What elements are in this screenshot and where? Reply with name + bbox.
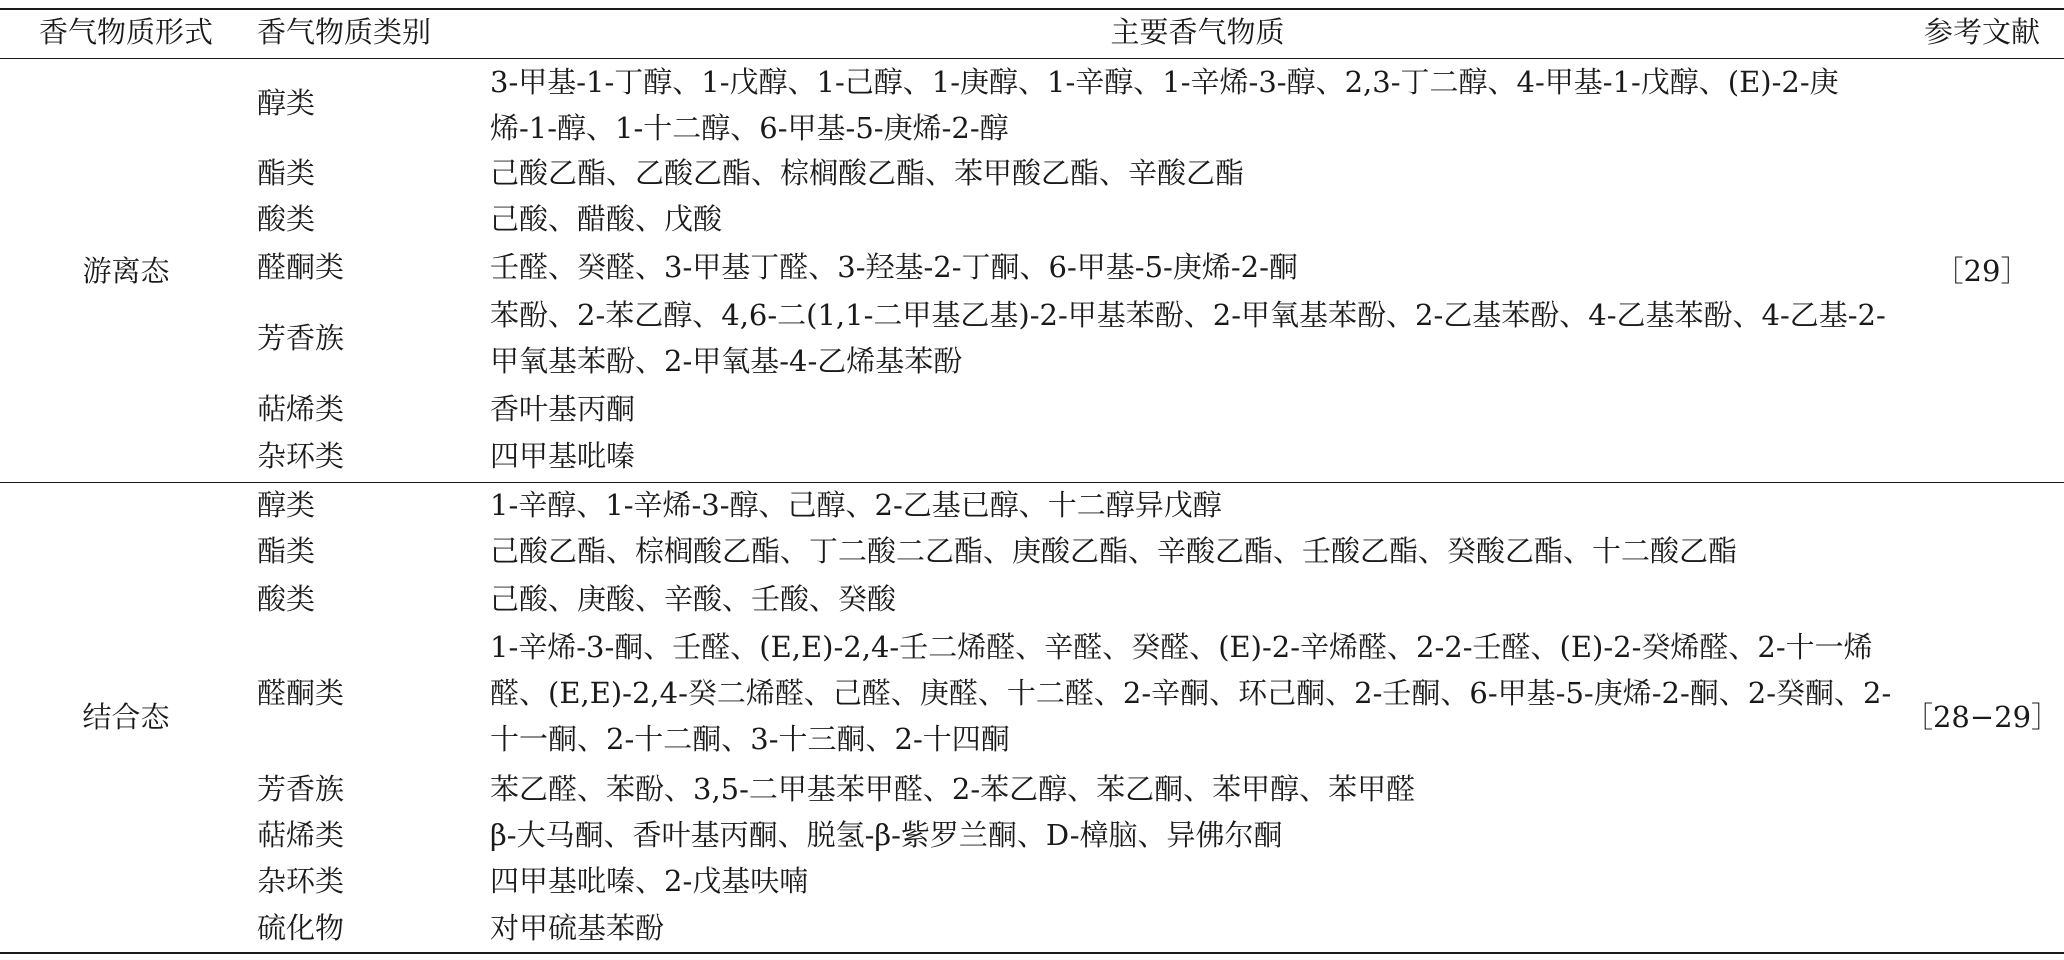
- header-form: 香气物质形式: [38, 15, 213, 49]
- header-category: 香气物质类别: [257, 15, 432, 49]
- compounds-cell: 苯乙醛、苯酚、3,5-二甲基苯甲醛、2-苯乙醇、苯乙酮、苯甲醇、苯甲醛: [490, 772, 1416, 806]
- category-cell: 芳香族: [257, 321, 345, 355]
- header-reference: 参考文献: [1923, 15, 2040, 49]
- compounds-cell: 3-甲基-1-丁醇、1-戊醇、1-己醇、1-庚醇、1-辛醇、1-辛烯-3-醇、2,3-丁二醇、4-甲基-1-戊醇、(E)-2-庚烯-1-醇、1-十二醇、6-甲基-5-庚烯-2-醇: [490, 65, 1839, 145]
- category-cell: 萜烯类: [257, 818, 345, 852]
- category-cell: 醇类: [257, 86, 316, 120]
- category-cell: 萜烯类: [257, 392, 345, 426]
- category-cell: 醛酮类: [257, 250, 345, 284]
- category-cell: 杂环类: [257, 864, 345, 898]
- compounds-cell: 四甲基吡嗪、2-戊基呋喃: [490, 864, 809, 898]
- compounds-cell: 己酸乙酯、乙酸乙酯、棕榈酸乙酯、苯甲酸乙酯、辛酸乙酯: [490, 156, 1245, 190]
- compounds-cell: β-大马酮、香叶基丙酮、脱氢-β-紫罗兰酮、D-樟脑、异佛尔酮: [490, 818, 1283, 852]
- compounds-cell: 苯酚、2-苯乙醇、4,6-二(1,1-二甲基乙基)-2-甲基苯酚、2-甲氧基苯酚、2-乙基苯酚、4-乙基苯酚、4-乙基-2-甲氧基苯酚、2-甲氧基-4-乙烯基苯酚: [490, 298, 1886, 378]
- compounds-cell: 己酸、醋酸、戊酸: [490, 202, 723, 236]
- group-form-free: 游离态: [82, 254, 170, 288]
- bottom-rule: [0, 952, 2064, 954]
- header-main-compounds: 主要香气物质: [1110, 15, 1285, 49]
- compounds-cell: 1-辛烯-3-酮、壬醛、(E,E)-2,4-壬二烯醛、辛醛、癸醛、(E)-2-辛烯醛、2-2-壬醛、(E)-2-癸烯醛、2-十一烯醛、(E,E)-2,4-癸二烯醛、己醛、庚醛、十二醛、2-辛酮、环己酮、2-壬酮、6-甲基-5-庚烯-2-酮、2-癸酮、2-十一酮、2-十二酮、3-十三酮、2-十四酮: [490, 630, 1892, 756]
- compounds-cell: 壬醛、癸醛、3-甲基丁醛、3-羟基-2-丁酮、6-甲基-5-庚烯-2-酮: [490, 250, 1298, 284]
- category-cell: 醛酮类: [257, 676, 345, 710]
- group-ref-bound: ［28−29］: [1903, 700, 2061, 734]
- category-cell: 酸类: [257, 582, 316, 616]
- category-cell: 杂环类: [257, 439, 345, 473]
- category-cell: 酯类: [257, 156, 316, 190]
- category-cell: 酯类: [257, 534, 316, 568]
- group-ref-free: ［29］: [1934, 254, 2030, 288]
- category-cell: 醇类: [257, 488, 316, 522]
- compounds-cell: 己酸乙酯、棕榈酸乙酯、丁二酸二乙酯、庚酸乙酯、辛酸乙酯、壬酸乙酯、癸酸乙酯、十二酸乙酯: [490, 534, 1738, 568]
- compounds-cell: 四甲基吡嗪: [490, 439, 636, 473]
- category-cell: 芳香族: [257, 772, 345, 806]
- category-cell: 酸类: [257, 202, 316, 236]
- category-cell: 硫化物: [257, 911, 345, 945]
- compounds-cell: 己酸、庚酸、辛酸、壬酸、癸酸: [490, 582, 897, 616]
- compounds-cell: 对甲硫基苯酚: [490, 911, 665, 945]
- compounds-cell: 香叶基丙酮: [490, 392, 636, 426]
- group-form-bound: 结合态: [82, 700, 170, 734]
- compounds-cell: 1-辛醇、1-辛烯-3-醇、己醇、2-乙基已醇、十二醇异戊醇: [490, 488, 1222, 522]
